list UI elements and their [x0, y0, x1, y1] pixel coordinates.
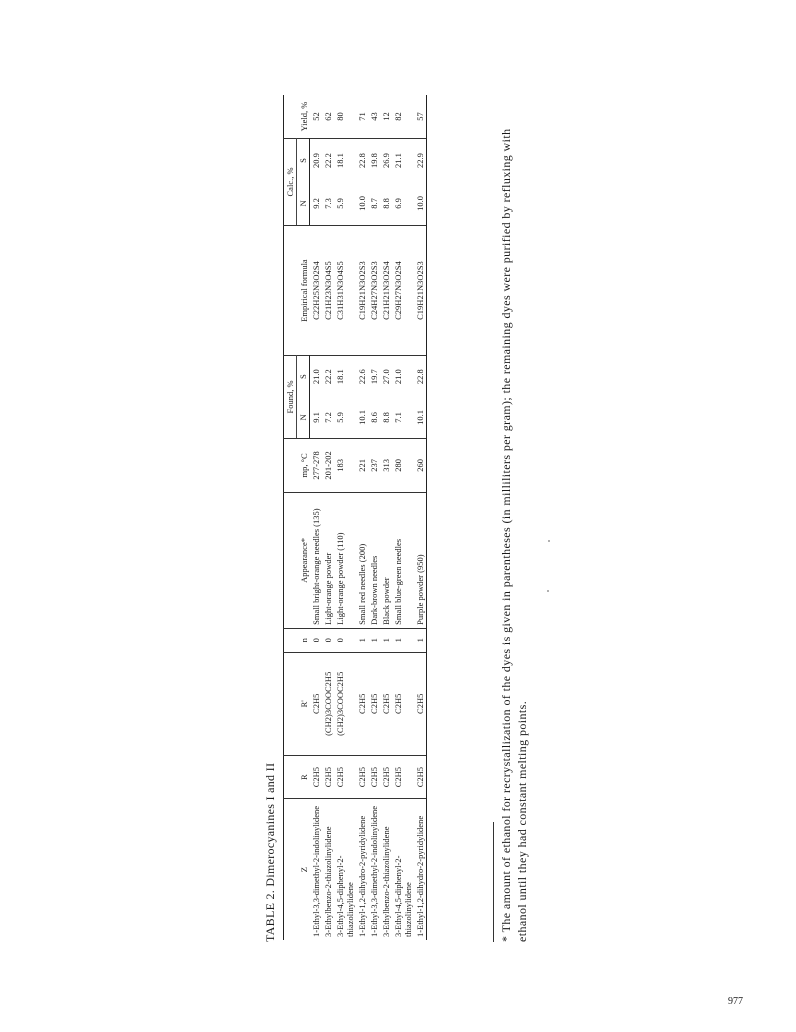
header-r-prime: R': [284, 652, 310, 755]
cell-found-n: 5.9: [335, 412, 345, 423]
cell-mp: 313: [380, 438, 392, 492]
cell-appearance: Black powder: [380, 493, 392, 629]
table-row: [414, 95, 427, 940]
header-calc: Calc., %: [284, 139, 297, 226]
footnote-text: * The amount of ethanol for recrystallization of the dyes is given in parentheses (in milliliters per gram); the remaining dyes were purified by refluxing with ethanol until they had constant melting points.: [499, 128, 529, 942]
cell-z: 1-Ethyl-1,2-dihydro-2-pyridylidene: [414, 799, 427, 940]
cell-calc-n: 8.8: [381, 198, 391, 209]
scan-speck: [548, 540, 550, 542]
cell-r: C2H5: [368, 755, 380, 798]
cell-calc-s: 21.1: [392, 139, 414, 182]
cell-found-s: 21.0: [310, 356, 323, 397]
cell-r: C2H5: [392, 755, 414, 798]
cell-yield: 62: [323, 112, 333, 121]
cell-n: 0: [322, 628, 334, 652]
cell-found-s: 22.8: [414, 356, 427, 397]
cell-calc-s: 22.9: [414, 139, 427, 182]
cell-yield: 43: [369, 112, 379, 121]
header-z: Z: [284, 799, 310, 940]
cell-calc-n: 8.7: [369, 198, 379, 209]
cell-calc-s: 22.2: [322, 139, 334, 182]
cell-z: 1-Ethyl-1,2-dihydro-2-pyridylidene: [356, 799, 368, 940]
cell-found-s: 22.2: [322, 356, 334, 397]
cell-formula: C31H31N3O4S5: [334, 225, 356, 355]
header-calc-n: N: [297, 182, 310, 225]
cell-formula: C22H25N3O2S4: [310, 225, 323, 355]
cell-z: 3-Ethyl-4,5-diphenyl-2-thiazolinylidene: [334, 799, 356, 940]
cell-n: 0: [334, 628, 356, 652]
cell-calc-n: 5.9: [335, 198, 345, 209]
cell-appearance: Small red needles (200): [356, 493, 368, 629]
cell-formula: C29H27N3O2S4: [392, 225, 414, 355]
cell-formula: C21H23N3O4S5: [322, 225, 334, 355]
cell-mp: 201-202: [322, 438, 334, 492]
cell-mp: 280: [392, 438, 414, 492]
cell-found-n: 7.1: [393, 412, 403, 423]
cell-mp: 277-278: [310, 438, 323, 492]
cell-calc-s: 22.8: [356, 139, 368, 182]
cell-appearance: Light-orange powder (110): [334, 493, 356, 629]
header-n: n: [284, 628, 310, 652]
cell-mp: 260: [414, 438, 427, 492]
cell-r-prime: (CH2)3COOC2H5: [322, 652, 334, 755]
cell-appearance: Dark-brown needles: [368, 493, 380, 629]
cell-r-prime: C2H5: [356, 652, 368, 755]
header-found-s: S: [297, 356, 310, 397]
table-row: [322, 95, 334, 940]
cell-yield: 57: [414, 95, 427, 139]
cell-calc-n: 10.0: [414, 182, 427, 225]
cell-found-n: 9.1: [311, 412, 321, 423]
cell-appearance: Purple powder (950): [414, 493, 427, 629]
page-number: 977: [728, 996, 743, 1007]
dimerocyanines-table: [283, 95, 427, 940]
cell-calc-s: 18.1: [334, 139, 356, 182]
cell-found-s: 22.6: [356, 356, 368, 397]
cell-found-s: 18.1: [334, 356, 356, 397]
cell-appearance: Light-orange powder: [322, 493, 334, 629]
cell-calc-n: 7.3: [323, 198, 333, 209]
cell-yield: 82: [393, 112, 403, 121]
table-caption: TABLE 2. Dimerocyanines I and II: [263, 762, 277, 942]
header-found: Found, %: [284, 356, 297, 439]
cell-formula: C19H21N3O2S3: [414, 225, 427, 355]
cell-mp: 183: [334, 438, 356, 492]
cell-r-prime: (CH2)3COOC2H5: [334, 652, 356, 755]
cell-found-s: 19.7: [368, 356, 380, 397]
rotated-page-content: [263, 90, 533, 950]
cell-found-s: 27.0: [380, 356, 392, 397]
table-row: [310, 95, 323, 940]
header-yield: Yield, %: [284, 95, 310, 139]
cell-found-s: 21.0: [392, 356, 414, 397]
cell-appearance: Small blue-green needles: [392, 493, 414, 629]
cell-n: 1: [368, 628, 380, 652]
cell-r: C2H5: [310, 755, 323, 798]
cell-r-prime: C2H5: [414, 652, 427, 755]
table-row: [392, 95, 414, 940]
cell-n: 1: [414, 628, 427, 652]
cell-r: C2H5: [334, 755, 356, 798]
cell-r: C2H5: [380, 755, 392, 798]
scan-speck: [547, 590, 549, 592]
cell-z: 3-Ethylbenzo-2-thiazolinylidene: [380, 799, 392, 940]
cell-calc-s: 19.8: [368, 139, 380, 182]
table-row: [368, 95, 380, 940]
cell-yield: 52: [310, 112, 321, 121]
cell-found-n: 8.6: [369, 412, 379, 423]
cell-z: 1-Ethyl-3,3-dimethyl-2-indolinylidene: [310, 799, 323, 940]
cell-formula: C19H21N3O2S3: [356, 225, 368, 355]
cell-yield: 80: [335, 112, 345, 121]
table-row: [334, 95, 356, 940]
header-formula: Empirical formula: [284, 225, 310, 355]
cell-n: 0: [310, 628, 323, 652]
table-row: [380, 95, 392, 940]
cell-appearance: Small bright-orange needles (135): [310, 493, 323, 629]
table-row: [356, 95, 368, 940]
cell-mp: 237: [368, 438, 380, 492]
cell-r-prime: C2H5: [392, 652, 414, 755]
cell-formula: C21H21N3O2S4: [380, 225, 392, 355]
cell-found-n: 8.8: [381, 412, 391, 423]
cell-r-prime: C2H5: [380, 652, 392, 755]
header-r: R: [284, 755, 310, 798]
cell-z: 3-Ethylbenzo-2-thiazolinylidene: [322, 799, 334, 940]
header-mp: mp, °C: [284, 438, 310, 492]
cell-r-prime: C2H5: [368, 652, 380, 755]
cell-r-prime: C2H5: [310, 652, 323, 755]
cell-found-n: 10.1: [357, 409, 367, 425]
cell-n: 1: [380, 628, 392, 652]
cell-n: 1: [392, 628, 414, 652]
cell-n: 1: [356, 628, 368, 652]
cell-r: C2H5: [356, 755, 368, 798]
cell-mp: 221: [356, 438, 368, 492]
cell-found-n: 10.1: [414, 397, 427, 438]
cell-z: 3-Ethyl-4,5-diphenyl-2-thiazolinylidene: [392, 799, 414, 940]
footnote-rule: [493, 822, 494, 942]
cell-calc-n: 9.2: [311, 198, 321, 209]
cell-calc-n: 10.0: [357, 196, 367, 211]
cell-yield: 12: [381, 112, 391, 121]
cell-formula: C24H27N3O2S3: [368, 225, 380, 355]
cell-calc-s: 26.9: [380, 139, 392, 182]
cell-r: C2H5: [322, 755, 334, 798]
cell-r: C2H5: [414, 755, 427, 798]
cell-calc-n: 6.9: [393, 198, 403, 209]
cell-calc-s: 20.9: [310, 139, 323, 182]
table-footnote: [493, 102, 530, 942]
cell-z: 1-Ethyl-3,3-dimethyl-2-indolinylidene: [368, 799, 380, 940]
header-found-n: N: [297, 397, 310, 438]
header-calc-s: S: [297, 139, 310, 182]
header-appearance: Appearance*: [284, 493, 310, 629]
cell-yield: 71: [357, 112, 367, 121]
cell-found-n: 7.2: [323, 412, 333, 423]
